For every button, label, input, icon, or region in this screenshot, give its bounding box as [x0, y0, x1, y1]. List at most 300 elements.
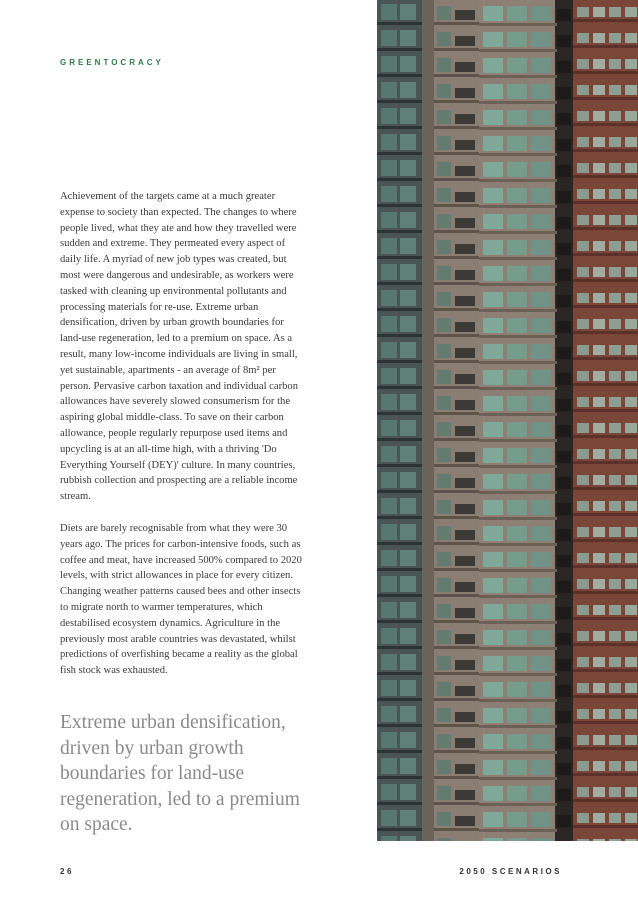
floor-slab	[377, 334, 422, 337]
window	[531, 500, 551, 515]
floor-slab	[377, 568, 422, 571]
floor-slab	[377, 620, 422, 623]
floor-slab	[573, 773, 638, 776]
window	[593, 293, 605, 303]
window	[593, 423, 605, 433]
window	[593, 241, 605, 251]
window	[437, 474, 451, 488]
window	[400, 706, 416, 722]
window	[531, 136, 551, 151]
window	[483, 370, 503, 385]
floor-slab	[573, 799, 638, 802]
window	[381, 108, 397, 124]
window	[577, 553, 589, 563]
window	[577, 527, 589, 537]
window	[507, 838, 527, 841]
window	[577, 85, 589, 95]
window	[381, 784, 397, 800]
window	[593, 553, 605, 563]
balcony	[557, 789, 571, 801]
window	[531, 162, 551, 177]
window	[609, 293, 621, 303]
window	[531, 318, 551, 333]
window	[625, 267, 637, 277]
window	[507, 500, 527, 515]
floor-slab	[377, 750, 422, 753]
window	[577, 111, 589, 121]
window	[507, 578, 527, 593]
balcony	[557, 711, 571, 723]
floor-slab	[434, 750, 479, 753]
window	[507, 552, 527, 567]
window	[483, 786, 503, 801]
window	[400, 212, 416, 228]
balcony	[455, 140, 475, 150]
window	[437, 370, 451, 384]
window	[531, 6, 551, 21]
window	[381, 732, 397, 748]
floor-slab	[573, 643, 638, 646]
balcony	[557, 737, 571, 749]
window	[577, 371, 589, 381]
window	[381, 810, 397, 826]
window	[593, 85, 605, 95]
window	[437, 838, 451, 841]
window	[609, 371, 621, 381]
floor-slab	[479, 75, 557, 78]
window	[400, 238, 416, 254]
window	[507, 32, 527, 47]
window	[625, 475, 637, 485]
balcony	[557, 555, 571, 567]
floor-slab	[377, 126, 422, 129]
window	[381, 420, 397, 436]
window	[483, 708, 503, 723]
window	[625, 813, 637, 823]
balcony	[455, 686, 475, 696]
window	[437, 422, 451, 436]
floor-slab	[479, 309, 557, 312]
floor-slab	[479, 231, 557, 234]
floor-slab	[377, 22, 422, 25]
window	[400, 4, 416, 20]
window	[625, 137, 637, 147]
floor-slab	[479, 517, 557, 520]
window	[400, 498, 416, 514]
floor-slab	[573, 539, 638, 542]
floor-slab	[479, 335, 557, 338]
window	[531, 552, 551, 567]
window	[531, 474, 551, 489]
window	[381, 706, 397, 722]
window	[507, 604, 527, 619]
window	[593, 631, 605, 641]
window	[437, 292, 451, 306]
window	[531, 682, 551, 697]
balcony	[455, 114, 475, 124]
window	[483, 266, 503, 281]
window	[400, 602, 416, 618]
window	[437, 734, 451, 748]
window	[531, 578, 551, 593]
window	[507, 734, 527, 749]
window	[625, 293, 637, 303]
window	[577, 501, 589, 511]
balcony	[557, 425, 571, 437]
balcony	[455, 244, 475, 254]
window	[381, 264, 397, 280]
floor-slab	[434, 256, 479, 259]
window	[381, 82, 397, 98]
window	[483, 188, 503, 203]
floor-slab	[434, 282, 479, 285]
window	[507, 422, 527, 437]
floor-slab	[479, 153, 557, 156]
balcony	[455, 452, 475, 462]
window	[400, 56, 416, 72]
floor-slab	[573, 669, 638, 672]
window	[400, 758, 416, 774]
window	[400, 550, 416, 566]
window	[483, 812, 503, 827]
window	[437, 630, 451, 644]
window	[609, 839, 621, 841]
window	[593, 163, 605, 173]
window	[381, 238, 397, 254]
balcony	[557, 87, 571, 99]
floor-slab	[434, 308, 479, 311]
window	[437, 266, 451, 280]
balcony	[557, 659, 571, 671]
window	[625, 527, 637, 537]
balcony	[455, 192, 475, 202]
apartment-towers-photo	[377, 0, 638, 841]
window	[507, 682, 527, 697]
window	[437, 448, 451, 462]
window	[400, 680, 416, 696]
window	[483, 500, 503, 515]
floor-slab	[377, 230, 422, 233]
window	[437, 526, 451, 540]
floor-slab	[434, 204, 479, 207]
floor-slab	[479, 829, 557, 832]
window	[625, 579, 637, 589]
floor-slab	[434, 74, 479, 77]
window	[507, 110, 527, 125]
floor-slab	[434, 230, 479, 233]
window	[593, 839, 605, 841]
window	[531, 292, 551, 307]
window	[400, 82, 416, 98]
window	[609, 787, 621, 797]
window	[593, 527, 605, 537]
floor-slab	[377, 672, 422, 675]
window	[531, 734, 551, 749]
balcony	[557, 269, 571, 281]
floor-slab	[573, 383, 638, 386]
window	[531, 448, 551, 463]
window	[625, 657, 637, 667]
window	[593, 683, 605, 693]
window	[625, 85, 637, 95]
floor-slab	[573, 227, 638, 230]
balcony	[455, 322, 475, 332]
balcony	[557, 61, 571, 73]
window	[609, 189, 621, 199]
window	[609, 163, 621, 173]
balcony	[557, 581, 571, 593]
window	[577, 787, 589, 797]
window	[381, 836, 397, 841]
floor-slab	[434, 100, 479, 103]
balcony	[455, 738, 475, 748]
window	[400, 290, 416, 306]
window	[483, 682, 503, 697]
balcony	[557, 399, 571, 411]
floor-slab	[479, 699, 557, 702]
floor-slab	[479, 803, 557, 806]
window	[507, 292, 527, 307]
window	[577, 215, 589, 225]
balcony	[557, 503, 571, 515]
balcony	[557, 347, 571, 359]
floor-slab	[377, 776, 422, 779]
floor-slab	[377, 386, 422, 389]
window	[400, 628, 416, 644]
window	[609, 813, 621, 823]
floor-slab	[573, 201, 638, 204]
window	[577, 735, 589, 745]
balcony	[557, 139, 571, 151]
floor-slab	[479, 491, 557, 494]
window	[577, 345, 589, 355]
window	[437, 162, 451, 176]
window	[577, 241, 589, 251]
floor-slab	[377, 100, 422, 103]
window	[577, 683, 589, 693]
window	[437, 344, 451, 358]
balcony	[455, 218, 475, 228]
balcony	[455, 608, 475, 618]
window	[483, 240, 503, 255]
balcony	[455, 374, 475, 384]
window	[483, 422, 503, 437]
window	[507, 6, 527, 21]
balcony	[455, 582, 475, 592]
window	[531, 760, 551, 775]
floor-slab	[479, 101, 557, 104]
balcony	[557, 165, 571, 177]
window	[400, 160, 416, 176]
window	[577, 267, 589, 277]
window	[400, 836, 416, 841]
floor-slab	[434, 724, 479, 727]
floor-slab	[377, 282, 422, 285]
balcony	[557, 113, 571, 125]
window	[593, 397, 605, 407]
window	[531, 526, 551, 541]
window	[577, 423, 589, 433]
window	[577, 761, 589, 771]
window	[609, 527, 621, 537]
floor-slab	[434, 776, 479, 779]
floor-slab	[377, 594, 422, 597]
floor-slab	[573, 487, 638, 490]
pull-quote: Extreme urban densification, driven by urban growth boundaries for land-use regeneration, led to a premium on space.	[60, 712, 300, 835]
floor-slab	[573, 617, 638, 620]
window	[483, 396, 503, 411]
floor-slab	[377, 74, 422, 77]
window	[609, 85, 621, 95]
window	[593, 475, 605, 485]
window	[437, 760, 451, 774]
window	[437, 84, 451, 98]
floor-slab	[434, 568, 479, 571]
floor-slab	[573, 279, 638, 282]
window	[400, 368, 416, 384]
balcony	[557, 191, 571, 203]
floor-slab	[479, 725, 557, 728]
floor-slab	[479, 257, 557, 260]
window	[593, 319, 605, 329]
floor-slab	[573, 721, 638, 724]
window	[507, 162, 527, 177]
window	[609, 683, 621, 693]
balcony	[557, 9, 571, 21]
window	[625, 163, 637, 173]
window	[437, 6, 451, 20]
window	[507, 396, 527, 411]
floor-slab	[573, 45, 638, 48]
window	[400, 524, 416, 540]
window	[483, 838, 503, 841]
balcony	[455, 816, 475, 826]
window	[531, 656, 551, 671]
window	[625, 787, 637, 797]
window	[625, 761, 637, 771]
window	[531, 396, 551, 411]
window	[483, 58, 503, 73]
window	[483, 734, 503, 749]
window	[625, 501, 637, 511]
floor-slab	[434, 594, 479, 597]
floor-slab	[377, 438, 422, 441]
window	[593, 605, 605, 615]
balcony	[455, 348, 475, 358]
balcony	[557, 763, 571, 775]
window	[507, 84, 527, 99]
window	[437, 188, 451, 202]
balcony	[557, 529, 571, 541]
window	[400, 446, 416, 462]
balcony	[455, 62, 475, 72]
window	[437, 396, 451, 410]
floor-slab	[434, 360, 479, 363]
window	[609, 709, 621, 719]
floor-slab	[479, 49, 557, 52]
window	[437, 604, 451, 618]
window	[593, 267, 605, 277]
floor-slab	[573, 357, 638, 360]
floor-slab	[434, 48, 479, 51]
window	[531, 708, 551, 723]
balcony	[455, 790, 475, 800]
window	[437, 656, 451, 670]
balcony	[557, 477, 571, 489]
window	[593, 33, 605, 43]
window	[531, 110, 551, 125]
window	[625, 631, 637, 641]
floor-slab	[434, 22, 479, 25]
window	[609, 215, 621, 225]
window	[577, 839, 589, 841]
window	[531, 240, 551, 255]
balcony	[455, 426, 475, 436]
window	[609, 267, 621, 277]
floor-slab	[573, 747, 638, 750]
window	[437, 500, 451, 514]
floor-slab	[377, 802, 422, 805]
floor-slab	[479, 205, 557, 208]
window	[593, 137, 605, 147]
window	[507, 318, 527, 333]
window	[577, 293, 589, 303]
window	[625, 241, 637, 251]
left-tower-edge	[422, 0, 434, 841]
floor-slab	[479, 23, 557, 26]
window	[577, 709, 589, 719]
window	[483, 630, 503, 645]
window	[593, 371, 605, 381]
window	[381, 550, 397, 566]
window	[593, 449, 605, 459]
window	[625, 215, 637, 225]
floor-slab	[573, 305, 638, 308]
window	[609, 319, 621, 329]
window	[609, 553, 621, 563]
floor-slab	[377, 152, 422, 155]
window	[400, 264, 416, 280]
window	[483, 552, 503, 567]
floor-slab	[377, 256, 422, 259]
window	[400, 420, 416, 436]
floor-slab	[479, 127, 557, 130]
balcony	[557, 373, 571, 385]
window	[400, 472, 416, 488]
window	[609, 501, 621, 511]
floor-slab	[377, 646, 422, 649]
window	[437, 240, 451, 254]
page-number: 26	[60, 867, 74, 876]
floor-slab	[479, 751, 557, 754]
balcony	[455, 504, 475, 514]
window	[507, 240, 527, 255]
floor-slab	[377, 828, 422, 831]
floor-slab	[434, 490, 479, 493]
window	[437, 58, 451, 72]
balcony	[455, 400, 475, 410]
window	[507, 760, 527, 775]
window	[381, 186, 397, 202]
window	[593, 345, 605, 355]
window	[507, 786, 527, 801]
window	[577, 189, 589, 199]
window	[531, 422, 551, 437]
balcony	[557, 815, 571, 827]
balcony	[557, 295, 571, 307]
floor-slab	[377, 698, 422, 701]
window	[593, 189, 605, 199]
